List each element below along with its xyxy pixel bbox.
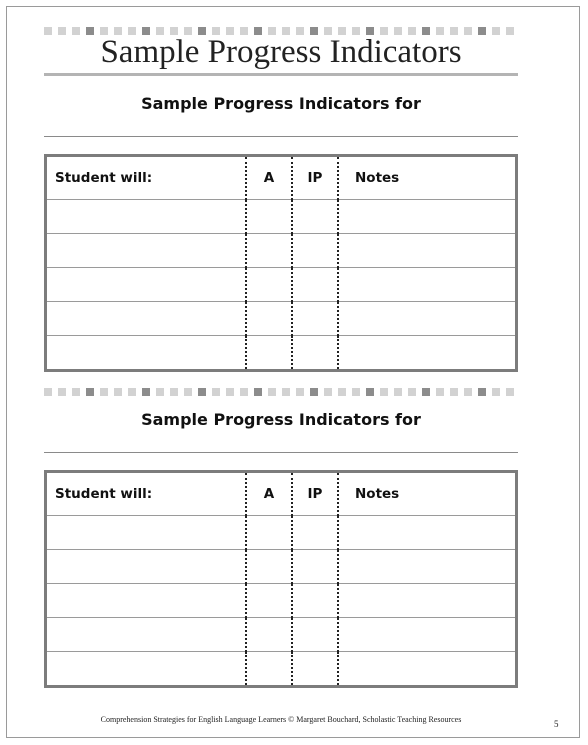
column-header-achieved: A (246, 156, 292, 200)
table-row (46, 234, 517, 268)
in-progress-cell[interactable] (292, 336, 338, 371)
decorative-square (338, 388, 346, 396)
achieved-cell[interactable] (246, 516, 292, 550)
student-will-cell[interactable] (46, 200, 247, 234)
page-title: Sample Progress Indicators (100, 34, 462, 70)
table-header-row (46, 472, 517, 516)
decorative-square (310, 388, 318, 396)
decorative-square (142, 388, 150, 396)
table-row (46, 268, 517, 302)
decorative-square (72, 388, 80, 396)
student-will-cell[interactable] (46, 584, 247, 618)
student-will-cell[interactable] (46, 516, 247, 550)
decorative-square (324, 388, 332, 396)
decorative-square (450, 388, 458, 396)
progress-table (44, 154, 518, 372)
table-header-row (46, 156, 517, 200)
table-row (46, 302, 517, 336)
decorative-square (492, 388, 500, 396)
student-will-cell[interactable] (46, 336, 247, 371)
section-heading: Sample Progress Indicators for (141, 94, 421, 113)
decorative-square (436, 388, 444, 396)
decorative-square (268, 388, 276, 396)
decorative-square (352, 388, 360, 396)
decorative-square (44, 388, 52, 396)
notes-cell[interactable] (338, 268, 517, 302)
in-progress-cell[interactable] (292, 516, 338, 550)
column-header-in-progress: IP (292, 472, 338, 516)
in-progress-cell[interactable] (292, 618, 338, 652)
table-row (46, 516, 517, 550)
decorative-square (464, 388, 472, 396)
notes-cell[interactable] (338, 584, 517, 618)
table-row (46, 618, 517, 652)
column-header-notes: Notes (338, 156, 517, 200)
decorative-square (128, 388, 136, 396)
notes-cell[interactable] (338, 618, 517, 652)
decorative-square (408, 388, 416, 396)
decorative-square (198, 388, 206, 396)
in-progress-cell[interactable] (292, 200, 338, 234)
student-will-cell[interactable] (46, 268, 247, 302)
student-will-cell[interactable] (46, 652, 247, 687)
in-progress-cell[interactable] (292, 584, 338, 618)
decorative-square (478, 388, 486, 396)
decorative-square (226, 388, 234, 396)
student-will-cell[interactable] (46, 234, 247, 268)
decorative-square (394, 388, 402, 396)
decorative-square (170, 388, 178, 396)
decorative-square (380, 388, 388, 396)
column-header-achieved: A (246, 472, 292, 516)
achieved-cell[interactable] (246, 268, 292, 302)
achieved-cell[interactable] (246, 302, 292, 336)
achieved-cell[interactable] (246, 336, 292, 371)
in-progress-cell[interactable] (292, 550, 338, 584)
footer-citation: Comprehension Strategies for English Language Learners © Margaret Bouchard, Scholastic Teaching Resources (100, 715, 462, 724)
achieved-cell[interactable] (246, 584, 292, 618)
decorative-square (86, 388, 94, 396)
notes-cell[interactable] (338, 200, 517, 234)
notes-cell[interactable] (338, 550, 517, 584)
decorative-square (282, 388, 290, 396)
section-heading: Sample Progress Indicators for (141, 410, 421, 429)
column-header-in-progress: IP (292, 156, 338, 200)
column-header-student-will: Student will: (46, 472, 247, 516)
achieved-cell[interactable] (246, 550, 292, 584)
decorative-square (114, 388, 122, 396)
decorative-square (184, 388, 192, 396)
in-progress-cell[interactable] (292, 302, 338, 336)
table-row (46, 200, 517, 234)
decorative-square (100, 388, 108, 396)
decorative-square (422, 388, 430, 396)
achieved-cell[interactable] (246, 652, 292, 687)
decorative-square (296, 388, 304, 396)
decorative-dot-bar (44, 388, 518, 396)
in-progress-cell[interactable] (292, 652, 338, 687)
title-rule (44, 73, 518, 76)
decorative-square (366, 388, 374, 396)
decorative-square (156, 388, 164, 396)
achieved-cell[interactable] (246, 200, 292, 234)
notes-cell[interactable] (338, 652, 517, 687)
in-progress-cell[interactable] (292, 234, 338, 268)
table-row (46, 652, 517, 687)
decorative-square (506, 388, 514, 396)
decorative-square (254, 388, 262, 396)
achieved-cell[interactable] (246, 618, 292, 652)
decorative-square (58, 388, 66, 396)
table-row (46, 584, 517, 618)
notes-cell[interactable] (338, 336, 517, 371)
decorative-square (212, 388, 220, 396)
student-will-cell[interactable] (46, 618, 247, 652)
table-row (46, 336, 517, 371)
table-row (46, 550, 517, 584)
in-progress-cell[interactable] (292, 268, 338, 302)
write-in-line[interactable] (44, 452, 518, 453)
student-will-cell[interactable] (46, 302, 247, 336)
achieved-cell[interactable] (246, 234, 292, 268)
progress-table (44, 470, 518, 688)
notes-cell[interactable] (338, 234, 517, 268)
student-will-cell[interactable] (46, 550, 247, 584)
write-in-line[interactable] (44, 136, 518, 137)
column-header-student-will: Student will: (46, 156, 247, 200)
notes-cell[interactable] (338, 516, 517, 550)
notes-cell[interactable] (338, 302, 517, 336)
column-header-notes: Notes (338, 472, 517, 516)
page-number: 5 (554, 719, 559, 729)
decorative-square (240, 388, 248, 396)
